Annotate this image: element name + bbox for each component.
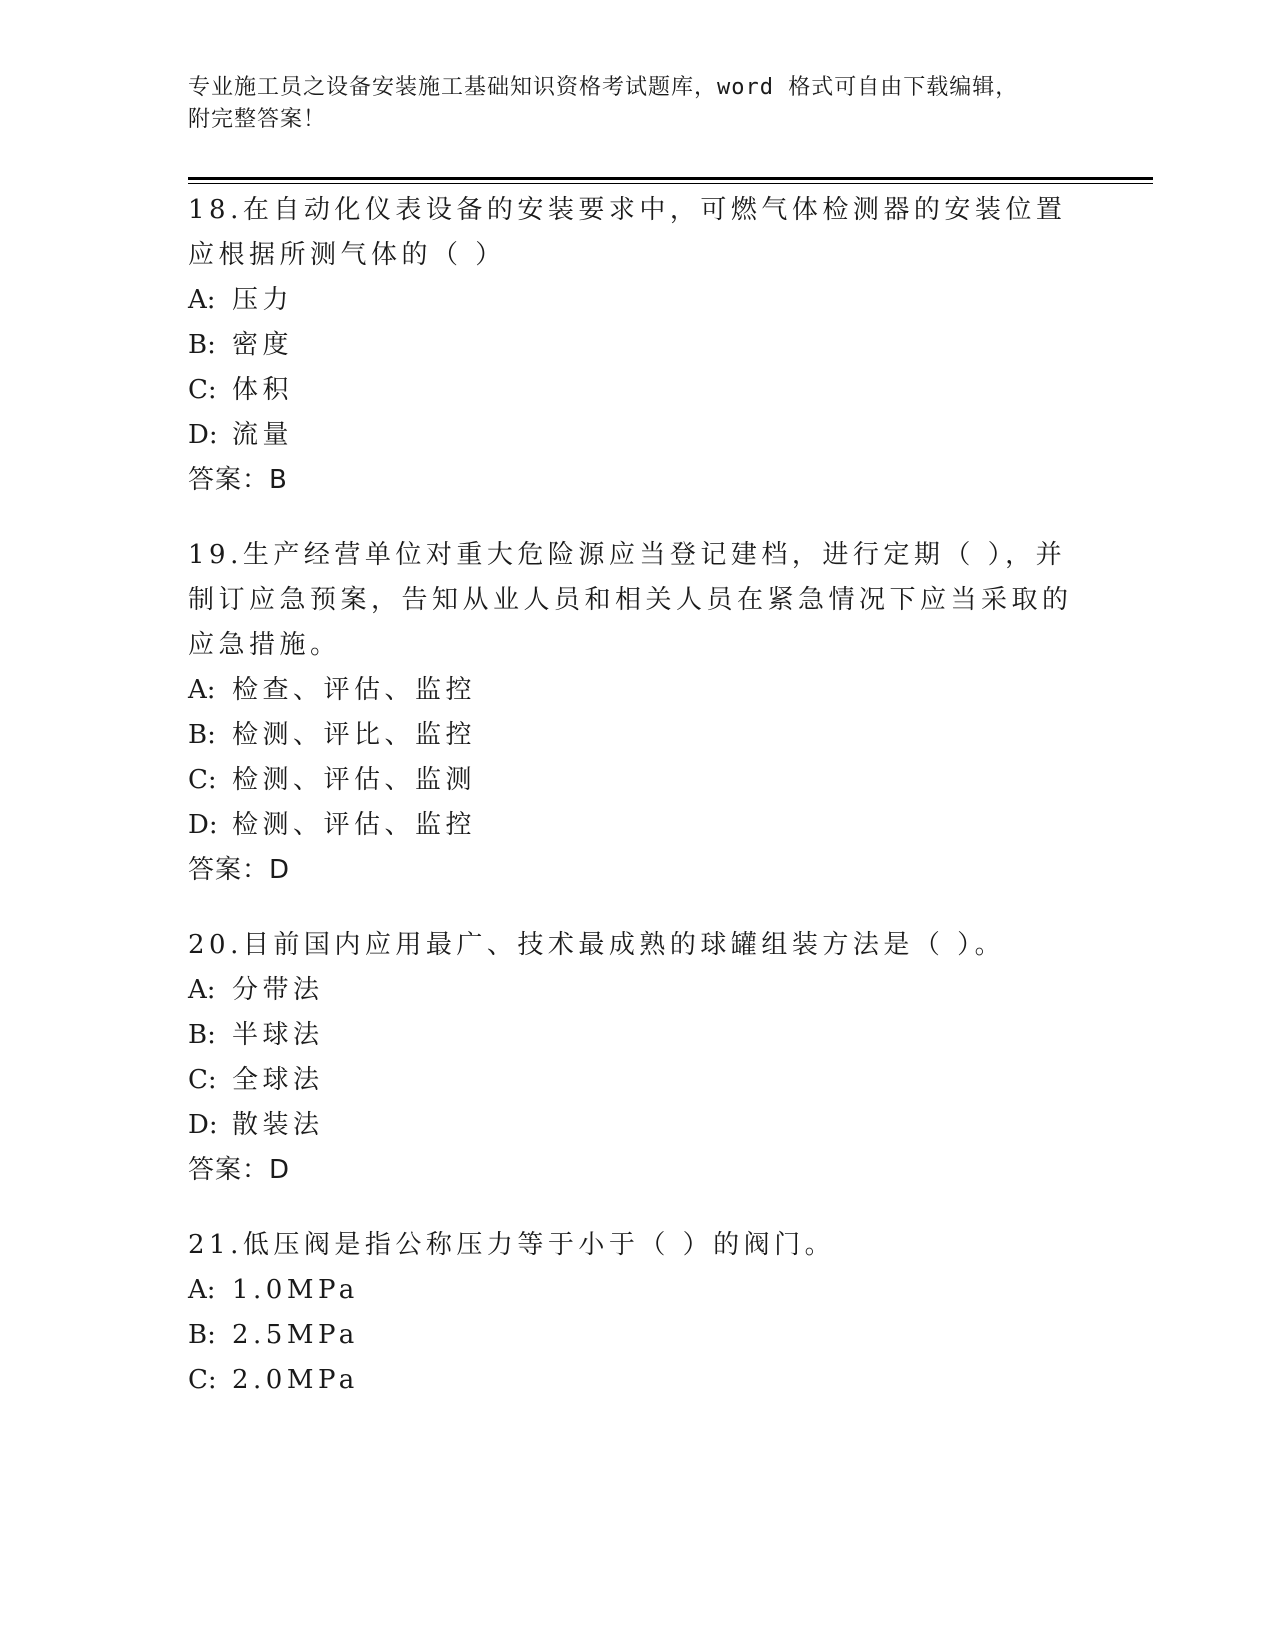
option-a <box>188 278 1088 323</box>
option-d <box>188 803 1088 848</box>
question-stem: 18.在自动化仪表设备的安装要求中，可燃气体检测器的安装位置应根据所测气体的（ ） <box>188 195 1067 270</box>
question-list <box>188 188 1088 1433</box>
option-c <box>188 758 1088 803</box>
option-letter: A: <box>188 285 216 315</box>
answer-line: 答案：D <box>188 855 291 885</box>
option-d <box>188 1103 1088 1148</box>
option-letter: B: <box>188 1320 216 1350</box>
option-b <box>188 1013 1088 1058</box>
option-b <box>188 713 1088 758</box>
option-letter: B: <box>188 720 216 750</box>
option-b <box>188 323 1088 368</box>
option-text: 检测、评估、监控 <box>232 810 477 840</box>
answer-line: 答案：D <box>188 1155 291 1185</box>
option-letter: A: <box>188 675 216 705</box>
header-line-2: 附完整答案！ <box>188 107 327 132</box>
question-stem: 21.低压阀是指公称压力等于小于（ ）的阀门。 <box>188 1230 836 1260</box>
option-letter: B: <box>188 1020 216 1050</box>
option-letter: B: <box>188 330 216 360</box>
option-text: 检测、评比、监控 <box>232 720 477 750</box>
option-text: 散装法 <box>232 1110 324 1140</box>
option-a <box>188 668 1088 713</box>
option-letter: A: <box>188 1275 216 1305</box>
option-text: 1.0MPa <box>232 1275 359 1305</box>
option-c <box>188 368 1088 413</box>
question-21 <box>188 1223 1088 1403</box>
option-text: 2.0MPa <box>232 1365 359 1395</box>
option-text: 压力 <box>232 285 294 315</box>
question-18 <box>188 188 1088 503</box>
option-letter: D: <box>188 810 218 840</box>
option-text: 检测、评估、监测 <box>232 765 477 795</box>
question-stem: 20.目前国内应用最广、技术最成熟的球罐组装方法是（ ）。 <box>188 930 1006 960</box>
option-text: 分带法 <box>232 975 324 1005</box>
option-text: 密度 <box>232 330 294 360</box>
answer-line: 答案：B <box>188 465 288 495</box>
question-stem: 19.生产经营单位对重大危险源应当登记建档，进行定期（ ），并制订应急预案，告知从业人员和相关人员在紧急情况下应当采取的应急措施。 <box>188 540 1073 660</box>
option-text: 流量 <box>232 420 294 450</box>
option-letter: D: <box>188 420 218 450</box>
option-letter: A: <box>188 975 216 1005</box>
header-rule-thick <box>188 177 1153 180</box>
option-letter: C: <box>188 1065 217 1095</box>
option-text: 2.5MPa <box>232 1320 359 1350</box>
header-line-1: 专业施工员之设备安装施工基础知识资格考试题库，word 格式可自由下载编辑， <box>188 75 1019 100</box>
option-a <box>188 1268 1088 1313</box>
option-text: 半球法 <box>232 1020 324 1050</box>
option-letter: C: <box>188 1365 217 1395</box>
option-text: 全球法 <box>232 1065 324 1095</box>
option-a <box>188 968 1088 1013</box>
option-letter: C: <box>188 375 217 405</box>
option-letter: D: <box>188 1110 218 1140</box>
option-letter: C: <box>188 765 217 795</box>
option-c <box>188 1358 1088 1403</box>
document-header <box>188 72 1068 136</box>
option-c <box>188 1058 1088 1103</box>
question-20 <box>188 923 1088 1193</box>
option-text: 体积 <box>232 375 294 405</box>
option-b <box>188 1313 1088 1358</box>
header-rule-thin <box>188 183 1153 184</box>
question-19 <box>188 533 1088 893</box>
option-text: 检查、评估、监控 <box>232 675 477 705</box>
option-d <box>188 413 1088 458</box>
